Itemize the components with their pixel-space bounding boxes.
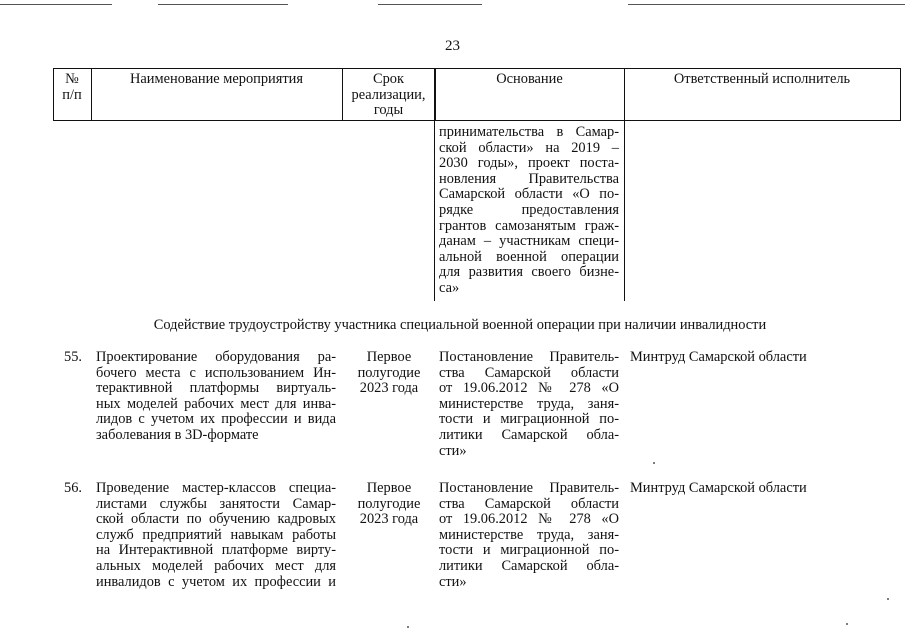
continuation-basis: принимательства в Самар- ской области» на 2019 – 2030 годы», проект поста- новления Правительства Самарской области «О по- рядке предоставления грантов самозанятым граж- данам – участникам специ- альной военной операции для развития своего бизне- са» (439, 124, 619, 296)
header-name: Наименование мероприятия (130, 71, 303, 87)
scan-speck (887, 598, 889, 600)
row-term: Первое полугодие 2023 года (357, 480, 421, 528)
header-num: № п/п (62, 71, 82, 103)
row-number: 55. (64, 349, 82, 365)
row-executor: Минтруд Самарской области (630, 349, 807, 365)
scan-edge-line (628, 4, 905, 5)
scan-speck (846, 623, 848, 625)
scan-speck (407, 626, 409, 628)
scan-edge-line (378, 4, 482, 5)
row-term: Первое полугодие 2023 года (357, 349, 421, 397)
header-executor: Ответственный исполнитель (673, 71, 851, 87)
page-number: 23 (445, 38, 460, 54)
header-term: Срок реализации, годы (351, 71, 426, 119)
row-executor: Минтруд Самарской области (630, 480, 807, 496)
scan-edge-line (0, 4, 112, 5)
row-basis: Постановление Правитель- ства Самарской области от 19.06.2012 № 278 «О министерстве труда, заня- тости и миграционной по- литики Самарской обла- сти» (439, 480, 619, 590)
row-number: 56. (64, 480, 82, 496)
row-basis: Постановление Правитель- ства Самарской области от 19.06.2012 № 278 «О министерстве труда, заня- тости и миграционной по- литики Самарской обла- сти» (439, 349, 619, 459)
section-heading: Содействие трудоустройству участника специальной военной операции при наличии инвалидности (153, 317, 767, 333)
header-basis: Основание (496, 71, 563, 87)
row-name: Проектирование оборудования ра- бочего места с использованием Ин- терактивной платформы виртуаль- ных моделей рабочих мест для инва- лидов с учетом их профессии и вида заболевания в 3D-формате (96, 349, 336, 443)
scan-speck (653, 462, 655, 464)
row-name: Проведение мастер-классов специа- листами службы занятости Самар- ской области по обучению кадровых служб предприятий навыкам работы на Интерактивной платформе вирту- альных моделей рабочих мест для инвалидов с учетом их профессии и (96, 480, 336, 590)
scan-edge-line (158, 4, 288, 5)
